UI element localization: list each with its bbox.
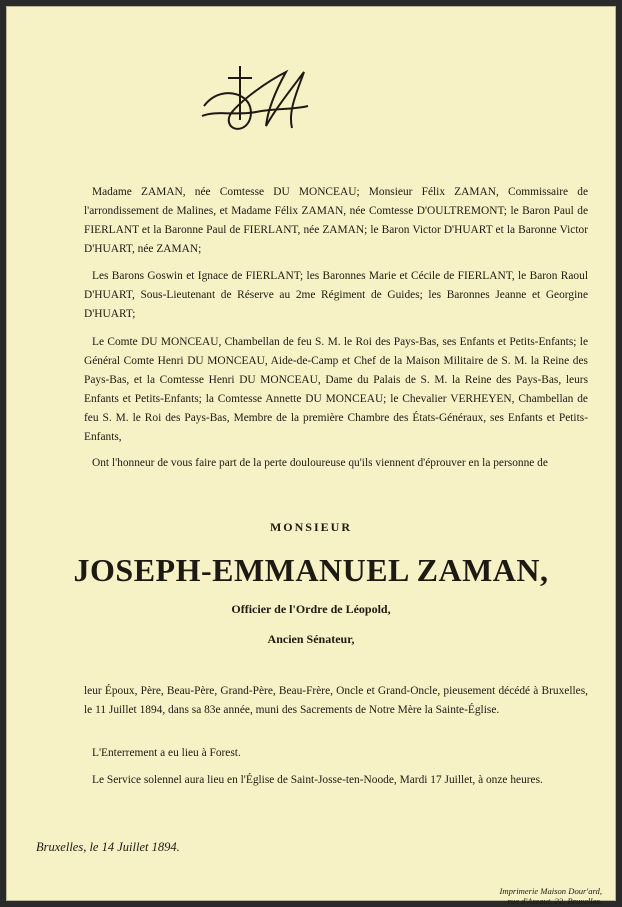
deceased-name: JOSEPH-EMMANUEL ZAMAN, xyxy=(73,552,549,588)
paragraph-announcement: Ont l'honneur de vous faire part de la perte douloureuse qu'ils viennent d'éprouver en la personne de xyxy=(92,457,548,469)
paragraph-burial: L'Enterrement a eu lieu à Forest. xyxy=(92,747,241,759)
deceased-title-order: Officier de l'Ordre de Léopold, xyxy=(231,602,391,616)
printer-line-2: rue d'Assaut, 22, Bruxelles. xyxy=(507,896,602,906)
paragraph-family-1: Madame ZAMAN, née Comtesse DU MONCEAU; Monsieur Félix ZAMAN, Commissaire de l'arrondissement de Malines, et Madame Félix ZAMAN, née Comtesse D'OULTREMONT; le Baron Paul de FIERLANT et la Baronne Paul de FIERLANT, née ZAMAN; le Baron Victor D'HUART et la Baronne Victor D'HUART, née ZAMAN; xyxy=(84,186,588,255)
announcement-card xyxy=(6,6,616,906)
salutation: MONSIEUR xyxy=(269,520,352,534)
paragraph-service: Le Service solennel aura lieu en l'Église de Saint-Josse-ten-Noode, Mardi 17 Juillet, à onze heures. xyxy=(92,774,543,786)
cross-monogram-icon xyxy=(196,60,316,140)
printer-imprint xyxy=(382,886,602,906)
dateline: Bruxelles, le 14 Juillet 1894. xyxy=(36,840,180,854)
deceased-title-senator: Ancien Sénateur, xyxy=(267,632,355,646)
paragraph-family-3: Le Comte DU MONCEAU, Chambellan de feu S. M. le Roi des Pays-Bas, ses Enfants et Petits-Enfants; le Général Comte Henri DU MONCEAU, Aide-de-Camp et Chef de la Maison Militaire de S. M. la Reine des Pays-Bas, et la Comtesse Henri DU MONCEAU, Dame du Palais de S. M. la Reine des Pays-Bas, leurs Enfants et Petits-Enfants; la Comtesse Annette DU MONCEAU; le Chevalier VERHEYEN, Chambellan de feu S. M. le Roi des Pays-Bas, Membre de la première Chambre des États-Généraux, ses Enfants et Petits-Enfants, xyxy=(84,336,588,443)
paragraph-family-2: Les Barons Goswin et Ignace de FIERLANT; les Baronnes Marie et Cécile de FIERLANT, le Baron Raoul D'HUART, Sous-Lieutenant de Réserve au 2me Régiment de Guides; les Baronnes Jeanne et Georgine D'HUART; xyxy=(84,270,588,320)
printer-line-1: Imprimerie Maison Dour'ard, xyxy=(499,886,602,896)
paragraph-death-notice: leur Époux, Père, Beau-Père, Grand-Père, Beau-Frère, Oncle et Grand-Oncle, pieusement décédé à Bruxelles, le 11 Juillet 1894, dans sa 83e année, muni des Sacrements de Notre Mère la Sainte-Église. xyxy=(84,685,588,716)
